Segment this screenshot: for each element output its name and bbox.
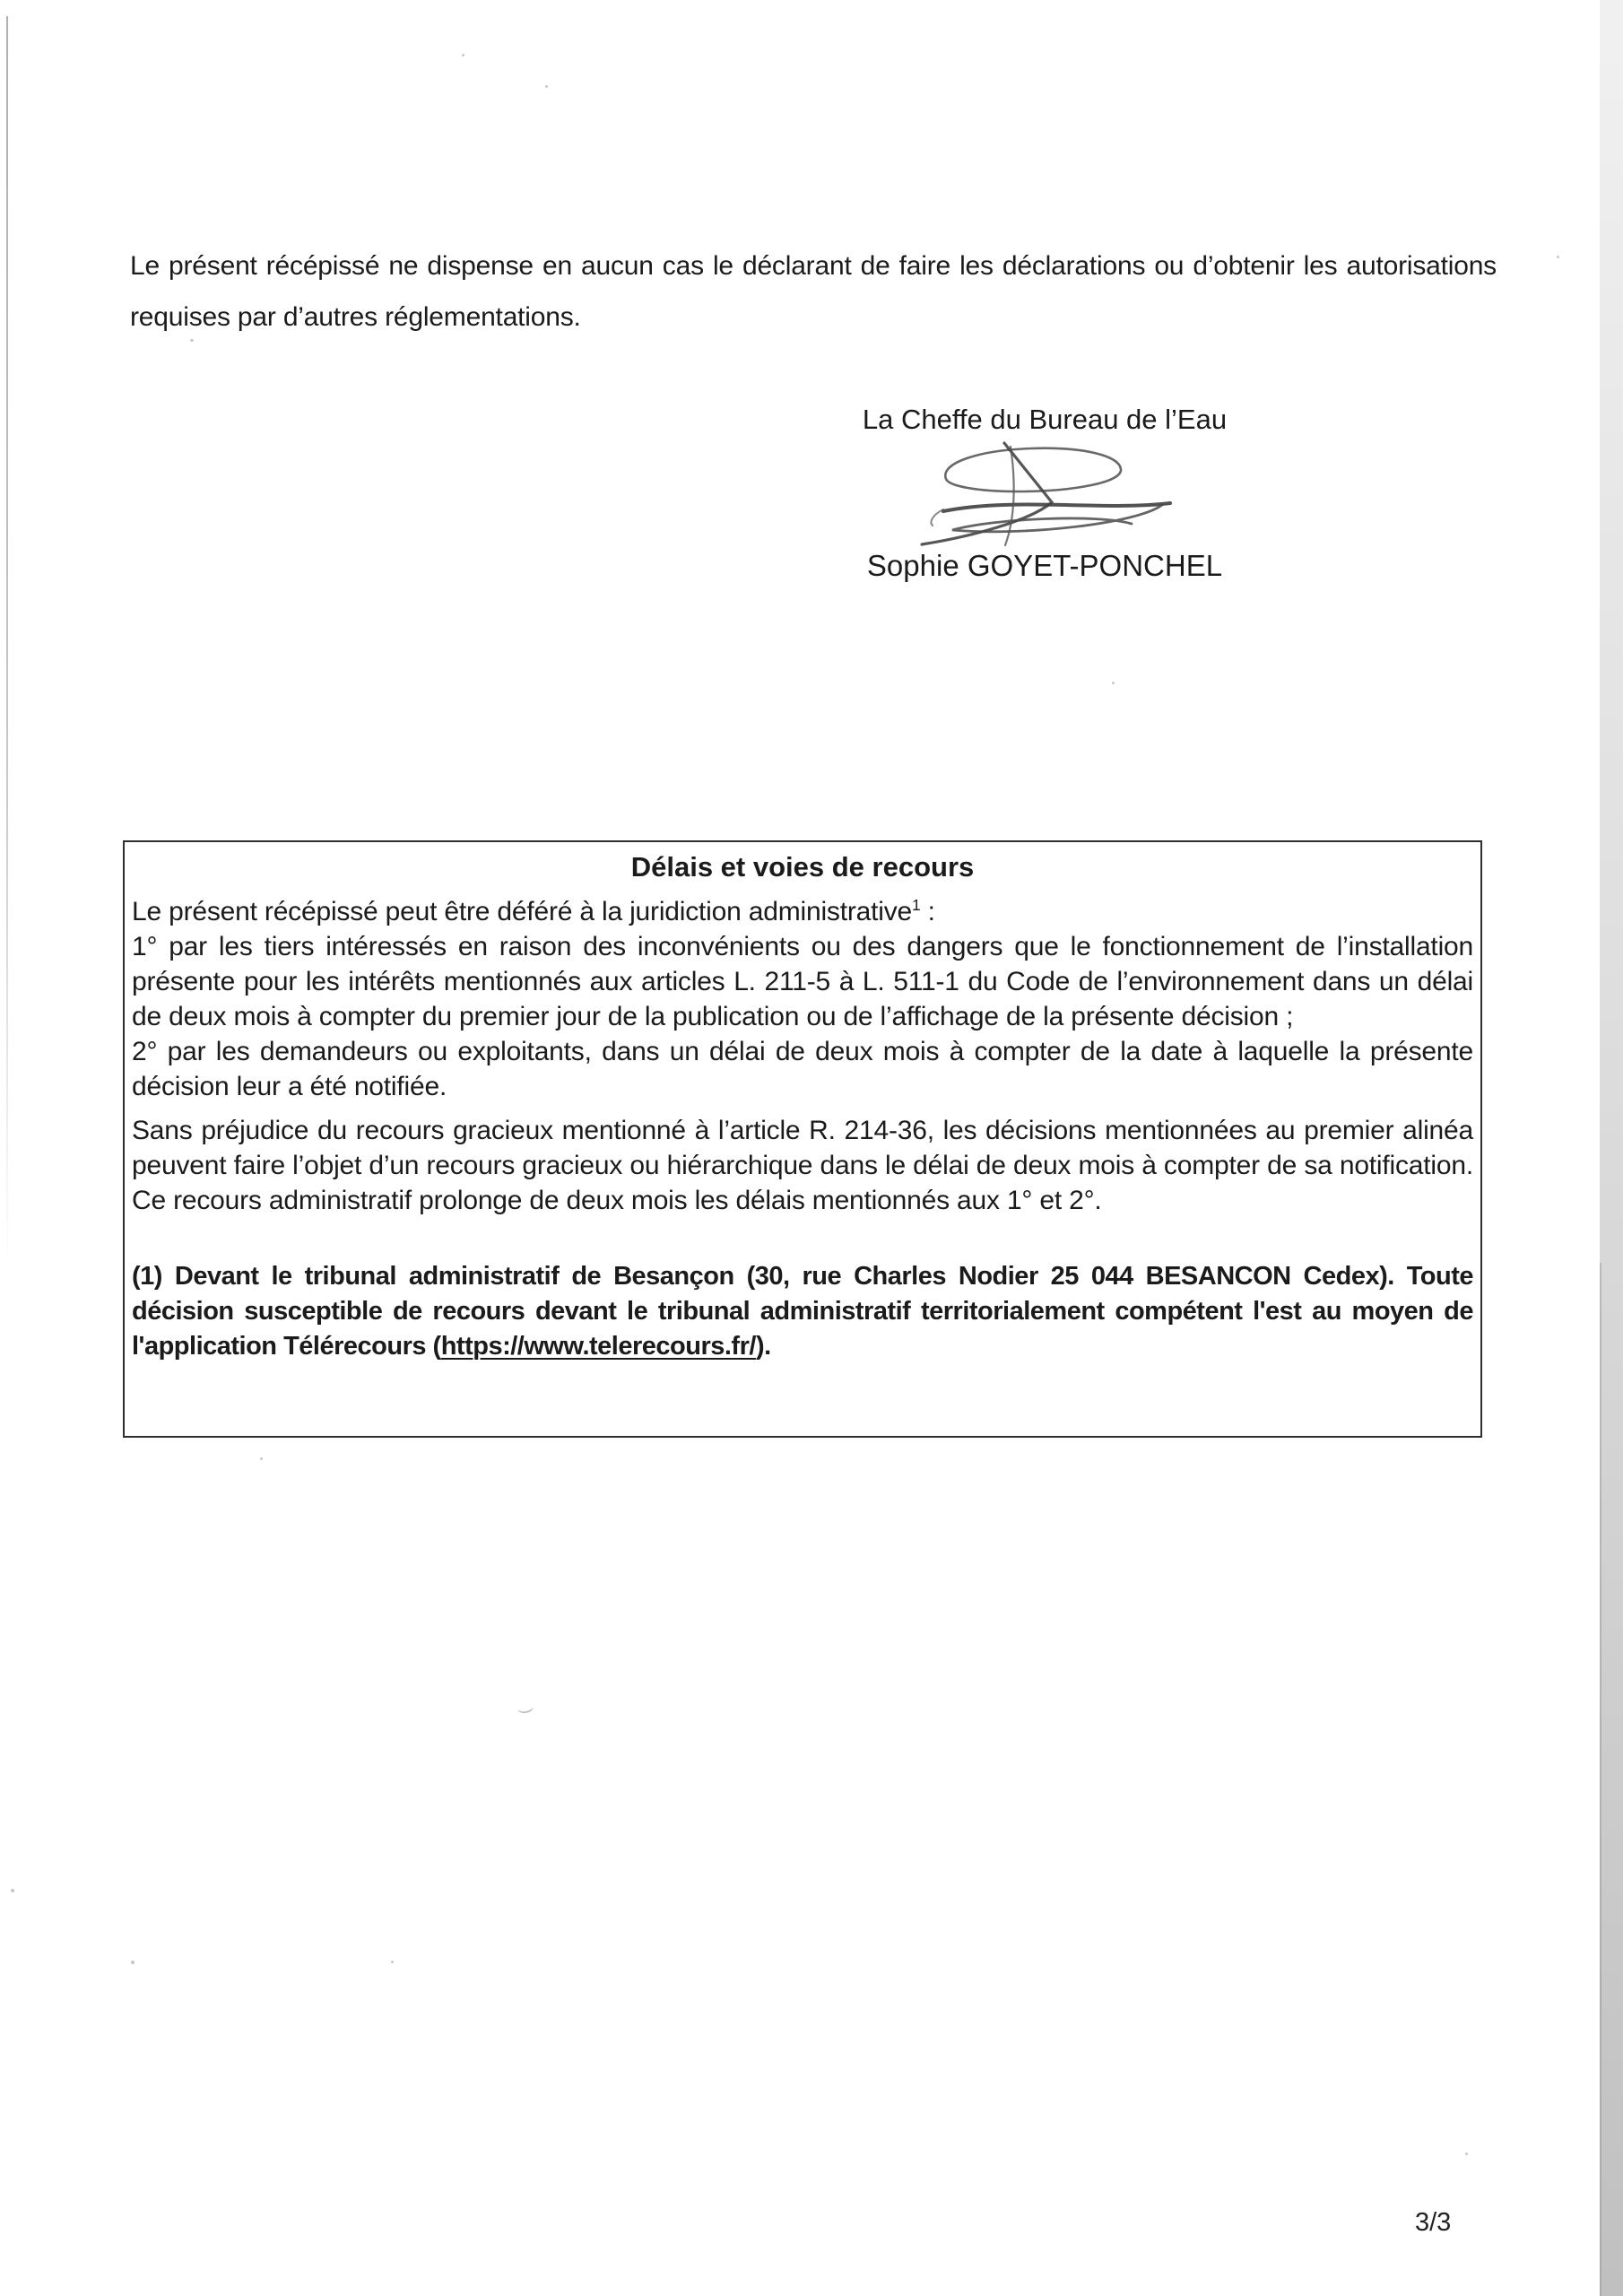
scan-speck [391,1961,394,1963]
page-number: 3/3 [1415,2208,1452,2237]
recourse-intro-colon: : [920,897,935,926]
scan-edge-line-left [6,16,8,1272]
scan-speck [545,85,548,88]
disclaimer-paragraph: Le présent récépissé ne dispense en aucun cas le déclarant de faire les déclarations ou d’obtenir les autorisations requises par d’autres réglementations. [130,251,1497,332]
signature-block [776,402,1314,583]
recourse-box-title: Délais et voies de recours [630,851,975,883]
scan-speck [1557,256,1559,258]
footnote-text-pre: (1) Devant le tribunal administratif de Besançon (30, rue Charles Nodier 25 044 BESANCON Cedex). Toute décision susceptible de recours devant le tribunal administratif territorialement compétent l'est au moyen de l'application Télérecours ( [132,1262,1473,1361]
recourse-item-2: 2° par les demandeurs ou exploitants, dans un délai de deux mois à compter de la date à laquelle la présente décision leur a été notifiée. [132,1037,1473,1101]
telerecours-link[interactable]: https://www.telerecours.fr/ [440,1332,756,1361]
footnote-reference-1: 1 [912,896,921,914]
recourse-box [123,840,1482,1438]
scan-speck [131,1961,135,1964]
footnote-text-post: ). [755,1332,771,1361]
scan-speck [1465,2152,1468,2155]
recourse-intro-line [132,894,1473,929]
recourse-footnote [132,1259,1473,1364]
signer-name: Sophie GOYET-PONCHEL [866,549,1223,582]
scan-speck [462,54,464,57]
recourse-item-1: 1° par les tiers intéressés en raison des inconvénients ou des dangers que le fonctionnement de l’installation présente pour les intérêts mentionnés aux articles L. 211-5 à L. 511-1 du Code de l’environnement dans un délai de deux mois à compter du premier jour de la publication ou de l’affichage de la présente décision ; [132,932,1473,1031]
scan-speck [260,1457,263,1460]
recourse-paragraph-gracieux: Sans préjudice du recours gracieux mentionné à l’article R. 214-36, les décisions mentionnées au premier alinéa peuvent faire l’objet d’un recours gracieux ou hiérarchique dans le délai de deux mois à compter de sa notification. Ce recours administratif prolonge de deux mois les délais mentionnés aux 1° et 2°. [132,1116,1473,1215]
scan-speck [1112,682,1115,684]
signer-title: La Cheffe du Bureau de l’Eau [862,404,1228,435]
handwritten-signature [897,439,1193,547]
scan-edge-shadow-right [1600,0,1623,2296]
recourse-intro-text: Le présent récépissé peut être déféré à la juridiction administrative [132,897,913,926]
scan-speck [11,1889,14,1892]
scan-stray-mark [516,1701,534,1715]
